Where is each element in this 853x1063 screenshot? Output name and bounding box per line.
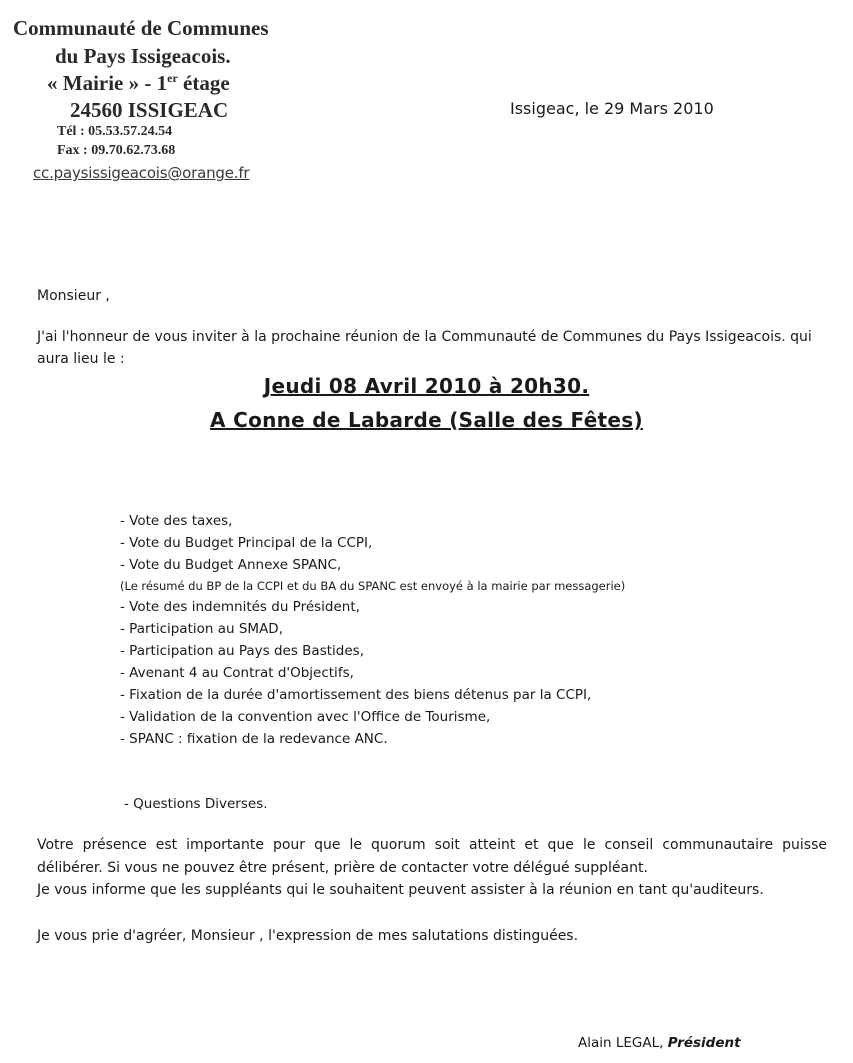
intro-line-1: J'ai l'honneur de vous inviter à la prochaine réunion de la Communauté de Communes du Pays Issigeacois. qui (37, 329, 812, 345)
address-floor-post: étage (177, 71, 230, 95)
fax-number: Fax : 09.70.62.73.68 (57, 143, 176, 158)
agenda-note: (Le résumé du BP de la CCPI et du BA du SPANC est envoyé à la mairie par messagerie) (120, 579, 626, 593)
agenda-item: - Participation au Pays des Bastides, (120, 643, 364, 659)
agenda-list (120, 510, 625, 750)
signature-title: Président (667, 1035, 741, 1051)
agenda-item: - Vote des taxes, (120, 513, 233, 529)
email-link[interactable]: cc.paysissigeacois@orange.fr (33, 164, 250, 182)
agenda-item: - Fixation de la durée d'amortissement des biens détenus par la CCPI, (120, 687, 592, 703)
org-name: Communauté de Communes (13, 16, 269, 40)
letter-date: Issigeac, le 29 Mars 2010 (510, 99, 714, 118)
agenda-questions: - Questions Diverses. (124, 796, 268, 812)
body-paragraph-line-2: délibérer. Si vous ne pouvez être présent, prière de contacter votre délégué suppléant. (37, 860, 648, 876)
intro-line-2: aura lieu le : (37, 351, 125, 367)
body-paragraph-line-1: Votre présence est importante pour que le quorum soit atteint et que le conseil communautaire puisse (37, 837, 827, 853)
agenda-item: - SPANC : fixation de la redevance ANC. (120, 731, 388, 747)
address-floor-sup: er (167, 71, 178, 85)
agenda-item: - Validation de la convention avec l'Office de Tourisme, (120, 709, 491, 725)
salutation: Monsieur , (37, 288, 110, 304)
meeting-date-heading: Jeudi 08 Avril 2010 à 20h30. (263, 374, 590, 398)
signature (578, 1034, 741, 1052)
address-floor-pre: « Mairie » - 1 (47, 71, 168, 95)
meeting-location-heading: A Conne de Labarde (Salle des Fêtes) (210, 408, 643, 432)
agenda-item: - Vote des indemnités du Président, (120, 599, 360, 615)
phone-number: Tél : 05.53.57.24.54 (57, 124, 173, 139)
org-name-line2: du Pays Issigeacois. (55, 44, 231, 68)
postal-city: 24560 ISSIGEAC (70, 98, 229, 122)
agenda-item: - Vote du Budget Annexe SPANC, (120, 557, 342, 573)
address-floor (47, 71, 230, 96)
agenda-item: - Vote du Budget Principal de la CCPI, (120, 535, 373, 551)
body-paragraph-line-3: Je vous informe que les suppléants qui le souhaitent peuvent assister à la réunion en tant qu'auditeurs. (37, 882, 764, 898)
agenda-item: - Avenant 4 au Contrat d'Objectifs, (120, 665, 354, 681)
signature-name: Alain LEGAL, (578, 1035, 664, 1051)
agenda-item: - Participation au SMAD, (120, 621, 283, 637)
closing-formula: Je vous prie d'agréer, Monsieur , l'expression de mes salutations distinguées. (37, 928, 579, 944)
